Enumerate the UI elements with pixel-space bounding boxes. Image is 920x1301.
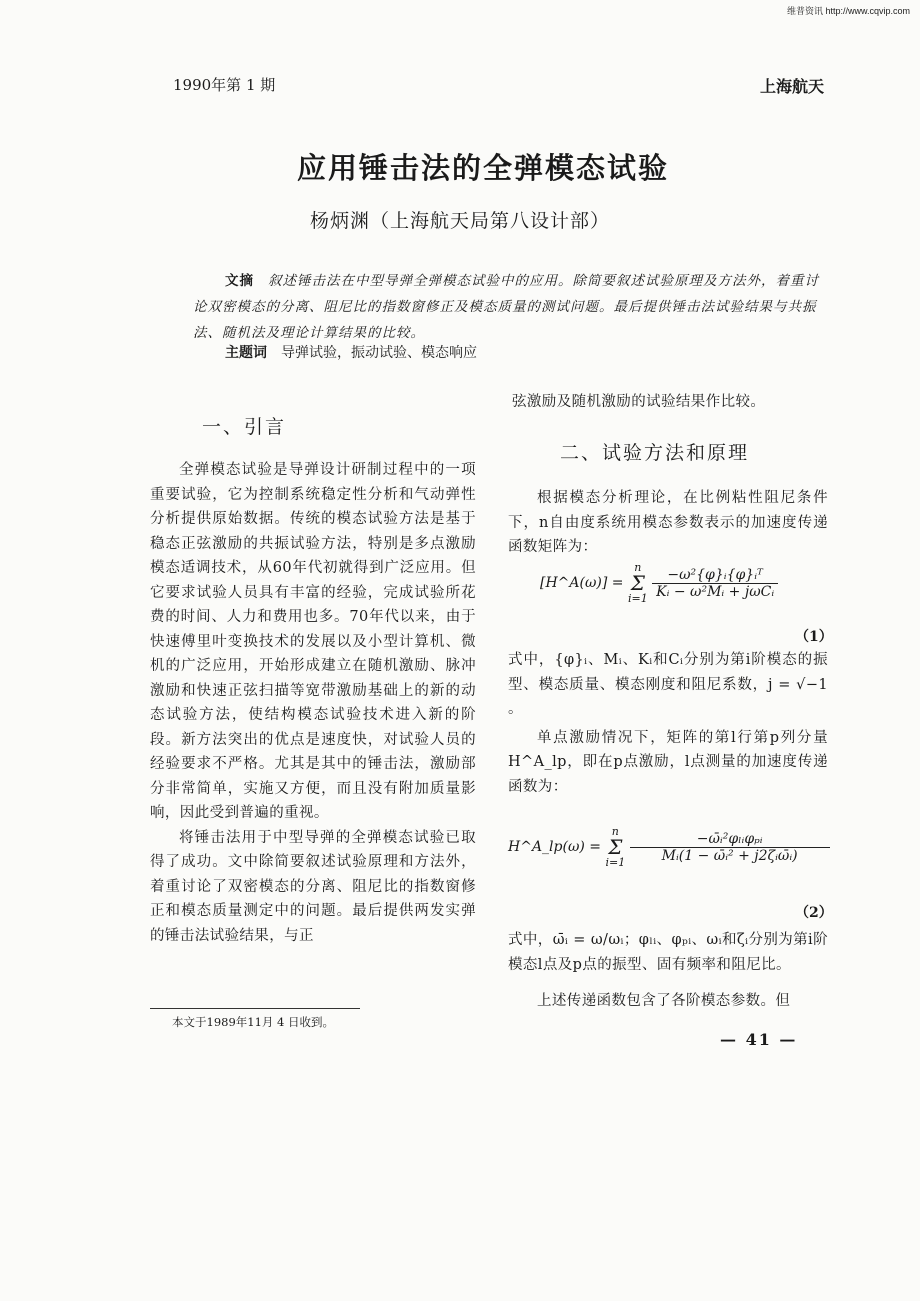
author-line: 杨炳渊（上海航天局第八设计部） bbox=[310, 210, 611, 232]
keywords-text: 导弹试验，振动试验、模态响应 bbox=[281, 345, 477, 361]
equation-2-number: （2） bbox=[795, 905, 833, 921]
summation-symbol bbox=[628, 562, 648, 604]
section-1-paragraph-1: 全弹模态试验是导弹设计研制过程中的一项重要试验，它为控制系统稳定性分析和气动弹性分析提供原始数据。传统的模态试验方法是基于稳态正弦激励的共振试验方法，特别是多点激励模态适调技术，从60年代初就得到广泛应用。但它要求试验人员具有丰富的经验，完成试验所花费的时间、人力和费用也多。70年代以来，由于快速傅里叶变换技术的发展以及小型计算机、微机的广泛应用，开始形成建立在随机激励、脉冲激励和快速正弦扫描等宽带激励基础上的新的动态试验方法，使结构模态试验技术进入新的阶段。新方法突出的优点是速度快，对试验人员的经验要求不严格。尤其是其中的锤击法，激励部分非常简单，实施又方便，而且没有附加质量影响，因此受到普遍的重视。 bbox=[150, 462, 476, 821]
equation-1-lhs: [H^A(ω)] = bbox=[540, 575, 624, 591]
section-1-paragraph-2: 将锤击法用于中型导弹的全弹模态试验已取得了成功。文中除简要叙述试验原理和方法外，着重讨论了双密模态的分离、阻尼比的指数窗修正和模态质量测定中的问题。最后提供两发实弹的锤击法试验结果，与正 bbox=[150, 829, 476, 944]
paper-title: 应用锤击法的全弹模态试验 bbox=[297, 151, 670, 185]
equation-1 bbox=[540, 562, 778, 604]
sum-lower: i=1 bbox=[627, 592, 648, 605]
equation-1-denominator: Kᵢ − ω²Mᵢ + jωCᵢ bbox=[652, 583, 778, 600]
sum-upper-2: n bbox=[611, 825, 619, 838]
keywords-label: 主题词 bbox=[225, 345, 267, 361]
sum-sigma: Σ bbox=[630, 571, 645, 595]
equation-2-lhs: H^A_lp(ω) = bbox=[508, 839, 602, 855]
summation-symbol-2 bbox=[605, 826, 625, 868]
abstract bbox=[193, 268, 825, 346]
sum-upper: n bbox=[634, 561, 642, 574]
keywords bbox=[225, 342, 477, 362]
equation-2 bbox=[508, 826, 830, 868]
section-1-heading: 一、引言 bbox=[202, 416, 287, 438]
section-2-paragraph-1: 根据模态分析理论，在比例粘性阻尼条件下，n自由度系统用模态参数表示的加速度传递函数矩阵为： bbox=[508, 490, 828, 555]
equation-2-fraction bbox=[630, 831, 830, 864]
equation-1-numerator: −ω²{φ}ᵢ{φ}ᵢᵀ bbox=[667, 566, 763, 583]
sum-lower-2: i=1 bbox=[605, 856, 626, 869]
section-2-heading: 二、试验方法和原理 bbox=[560, 442, 750, 464]
equation-1-number: （1） bbox=[795, 629, 833, 645]
issue-label: 1990年第 1 期 bbox=[173, 76, 276, 94]
section-2-paragraph-4: 式中，ω̄ᵢ = ω/ωᵢ；φₗᵢ、φₚᵢ、ωᵢ和ζᵢ分别为第i阶模态l点及p点的振型、固有频率和阻尼比。 bbox=[508, 932, 828, 973]
equation-2-numerator: −ω̄ᵢ²φₗᵢφₚᵢ bbox=[696, 830, 763, 847]
equation-1-fraction bbox=[652, 567, 778, 600]
equation-2-denominator: Mᵢ(1 − ω̄ᵢ² + j2ζᵢω̄ᵢ) bbox=[630, 847, 830, 864]
abstract-label: 文摘 bbox=[225, 273, 254, 289]
section-2-paragraph-2: 式中，{φ}ᵢ、Mᵢ、Kᵢ和Cᵢ分别为第i阶模态的振型、模态质量、模态刚度和阻尼系数，j = √−1 。 bbox=[508, 652, 828, 717]
journal-name: 上海航天 bbox=[759, 77, 824, 96]
footnote: 本文于1989年11月 4 日收到。 bbox=[172, 1015, 335, 1029]
section-2-paragraph-5: 上述传递函数包含了各阶模态参数。但 bbox=[537, 993, 791, 1009]
left-column bbox=[150, 458, 476, 948]
abstract-text: 叙述锤击法在中型导弹全弹模态试验中的应用。除简要叙述试验原理及方法外，着重讨论双密模态的分离、阻尼比的指数窗修正及模态质量的测试问题。最后提供锤击法试验结果与共振法、随机法及理论计算结果的比较。 bbox=[193, 273, 819, 341]
watermark: 维普资讯 http://www.cqvip.com bbox=[786, 6, 910, 16]
sum-sigma-2: Σ bbox=[608, 835, 623, 859]
section-2-paragraph-3: 单点激励情况下，矩阵的第l行第p列分量H^A_lp，即在p点激励，l点测量的加速度传递函数为： bbox=[508, 729, 828, 795]
footnote-rule bbox=[150, 1008, 360, 1009]
section-1-continuation: 弦激励及随机激励的试验结果作比较。 bbox=[512, 394, 766, 410]
page-number: — 41 — bbox=[720, 1030, 798, 1049]
